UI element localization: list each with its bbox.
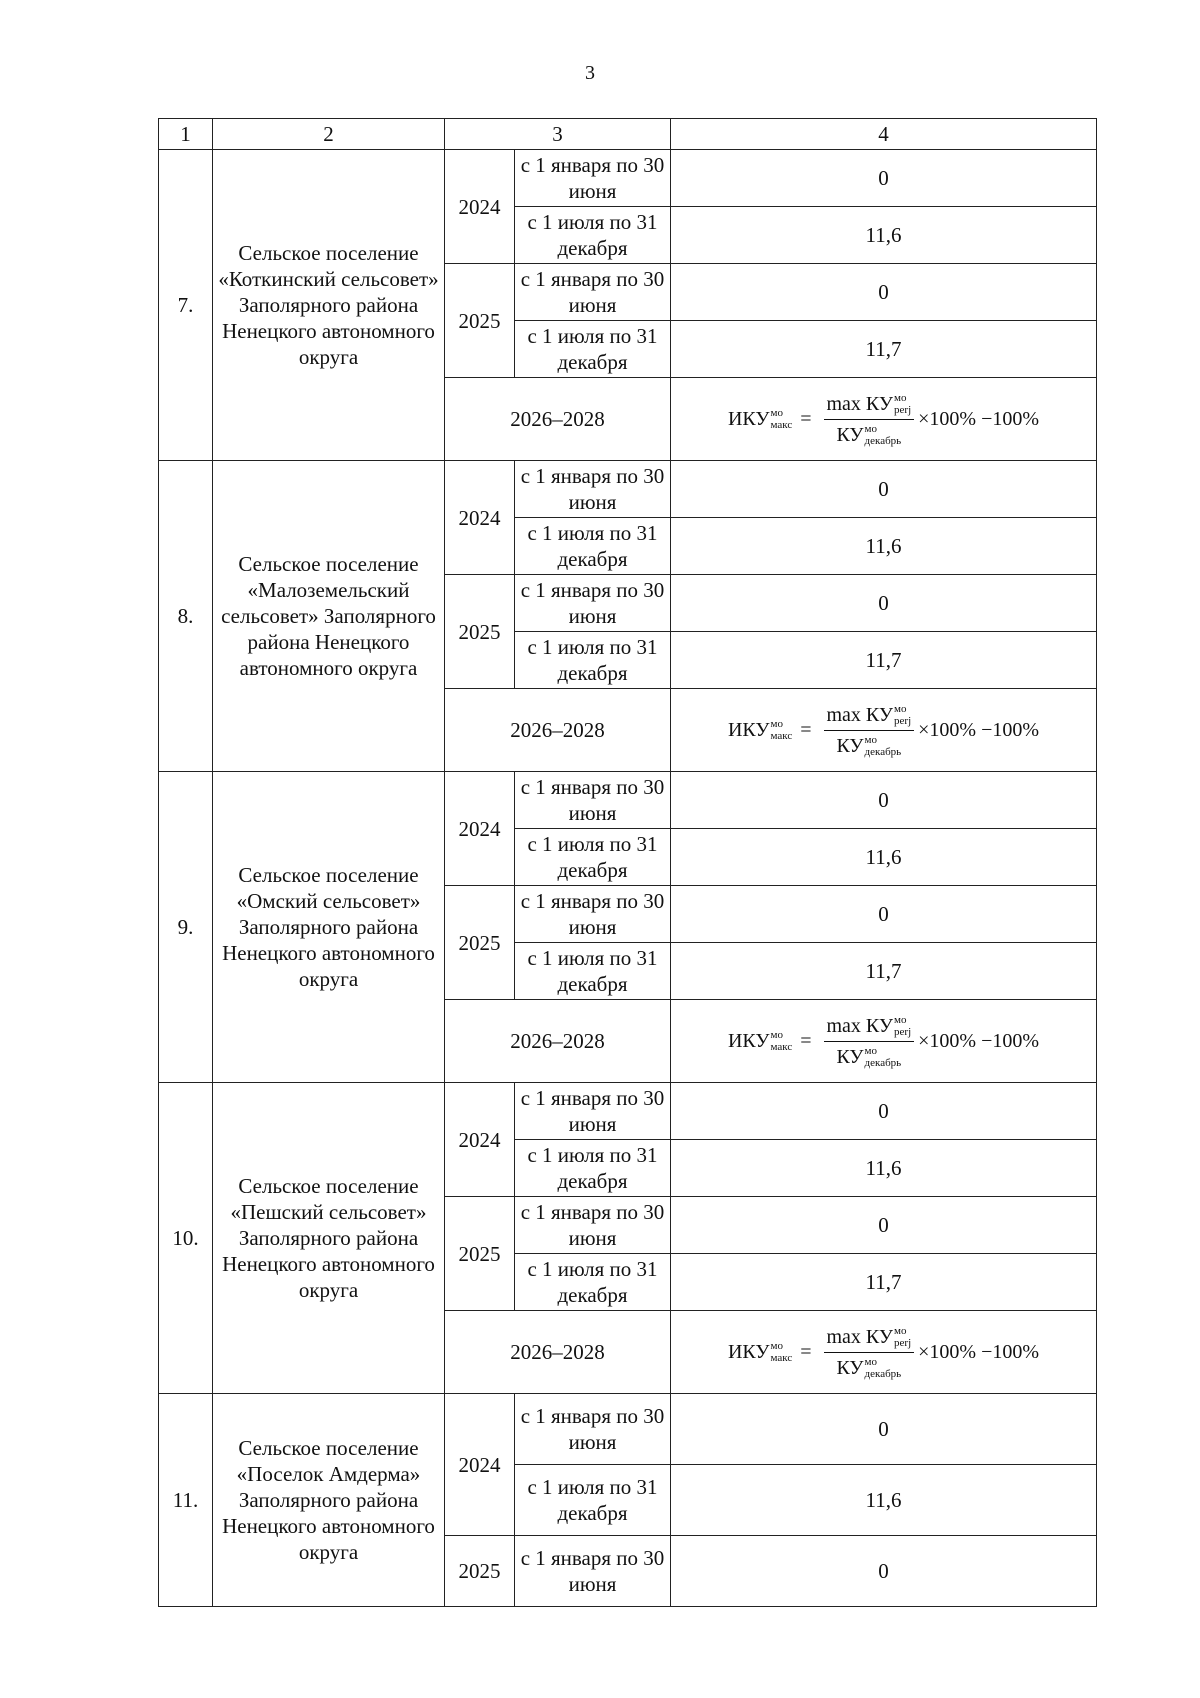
formula-tail: ×100% −100% (918, 719, 1040, 741)
value-cell: 11,7 (671, 632, 1097, 689)
value-cell: 11,6 (671, 1140, 1097, 1197)
formula-cell (671, 378, 1097, 461)
formula-numerator (824, 1013, 915, 1042)
formula (728, 1013, 1039, 1070)
formula-den-sub: декабрь (864, 1056, 902, 1069)
formula-numerator (824, 1324, 915, 1353)
value-cell: 0 (671, 1394, 1097, 1465)
formula-num-text: max КУ (826, 1014, 894, 1037)
formula-denominator (836, 420, 901, 448)
formula-num-text: max КУ (826, 1325, 894, 1348)
period-cell: с 1 января по 30 июня (515, 1197, 671, 1254)
page-number: 3 (585, 62, 595, 84)
formula-den-sub: декабрь (864, 434, 902, 447)
formula-denominator (836, 1042, 901, 1070)
year-cell: 2025 (445, 1536, 515, 1607)
period-cell: с 1 января по 30 июня (515, 1536, 671, 1607)
formula-fraction (824, 391, 915, 448)
formula-den-sup: мо (864, 1355, 878, 1368)
formula-lhs-sub: макс (770, 419, 793, 431)
formula-lhs: ИКУ (727, 408, 770, 430)
period-cell: с 1 июля по 31 декабря (515, 207, 671, 264)
header-cell-1: 1 (159, 119, 213, 150)
formula-lhs-sub: макс (770, 1041, 793, 1053)
formula-num-sub: perj (894, 403, 912, 416)
period-cell: с 1 июля по 31 декабря (515, 829, 671, 886)
formula-num-sub: perj (894, 1025, 912, 1038)
formula-den-text: КУ (836, 1045, 864, 1068)
value-cell: 0 (671, 1197, 1097, 1254)
formula-numerator (824, 702, 915, 731)
formula-lhs-sup: мо (770, 407, 783, 419)
year-cell: 2024 (445, 461, 515, 575)
period-cell: с 1 июля по 31 декабря (515, 1140, 671, 1197)
formula-tail: ×100% −100% (918, 1030, 1040, 1052)
formula-lhs-sup: мо (770, 1340, 783, 1352)
formula-den-sup: мо (864, 422, 878, 435)
formula-num-sup: мо (894, 702, 907, 715)
table-row (159, 150, 1097, 207)
value-cell: 0 (671, 772, 1097, 829)
period-cell: с 1 января по 30 июня (515, 461, 671, 518)
year-cell: 2024 (445, 1083, 515, 1197)
period-cell: с 1 июля по 31 декабря (515, 321, 671, 378)
year-cell: 2024 (445, 1394, 515, 1536)
formula-lhs-sub: макс (770, 1352, 793, 1364)
value-cell: 11,6 (671, 829, 1097, 886)
header-cell-4: 4 (671, 119, 1097, 150)
formula-num-text: max КУ (826, 392, 894, 415)
formula-cell (671, 1000, 1097, 1083)
value-cell: 11,7 (671, 1254, 1097, 1311)
value-cell: 0 (671, 1536, 1097, 1607)
formula-fraction (824, 1013, 915, 1070)
value-cell: 0 (671, 264, 1097, 321)
value-cell: 0 (671, 1083, 1097, 1140)
formula-den-sup: мо (864, 733, 878, 746)
table-row (159, 1394, 1097, 1465)
period-cell: с 1 июля по 31 декабря (515, 632, 671, 689)
value-cell: 11,6 (671, 207, 1097, 264)
tariff-table (158, 118, 1097, 1607)
value-cell: 0 (671, 886, 1097, 943)
year-cell: 2024 (445, 772, 515, 886)
formula-den-sup: мо (864, 1044, 878, 1057)
settlement-name: Сельское поселение «Коткинский сельсовет» Заполярного района Ненецкого автономного округа (213, 150, 445, 461)
settlement-name: Сельское поселение «Малоземельский сельсовет» Заполярного района Ненецкого автономного округа (213, 461, 445, 772)
value-cell: 11,6 (671, 1465, 1097, 1536)
row-number: 10. (159, 1083, 213, 1394)
row-number: 9. (159, 772, 213, 1083)
formula-denominator (836, 731, 901, 759)
settlement-name: Сельское поселение «Пешский сельсовет» Заполярного района Ненецкого автономного округа (213, 1083, 445, 1394)
formula-denominator (836, 1353, 901, 1381)
value-cell: 0 (671, 575, 1097, 632)
formula-tail: ×100% −100% (918, 1341, 1040, 1363)
formula-fraction (824, 702, 915, 759)
formula-lhs: ИКУ (727, 719, 770, 741)
formula-cell (671, 1311, 1097, 1394)
formula-num-sub: perj (894, 1336, 912, 1349)
formula-den-text: КУ (836, 423, 864, 446)
formula-den-sub: декабрь (864, 745, 902, 758)
formula-num-sub: perj (894, 714, 912, 727)
formula-lhs: ИКУ (727, 1030, 770, 1052)
formula-fraction (824, 1324, 915, 1381)
period-cell: с 1 января по 30 июня (515, 886, 671, 943)
value-cell: 11,7 (671, 321, 1097, 378)
period-cell: с 1 января по 30 июня (515, 1083, 671, 1140)
period-cell: с 1 июля по 31 декабря (515, 943, 671, 1000)
formula-numerator (824, 391, 915, 420)
formula-lhs-sup: мо (770, 1029, 783, 1041)
table-row (159, 772, 1097, 829)
period-cell: с 1 июля по 31 декабря (515, 1465, 671, 1536)
year-cell: 2025 (445, 886, 515, 1000)
year-cell: 2025 (445, 1197, 515, 1311)
year-range-cell: 2026–2028 (445, 1000, 671, 1083)
row-number: 8. (159, 461, 213, 772)
value-cell: 11,7 (671, 943, 1097, 1000)
value-cell: 0 (671, 150, 1097, 207)
formula-tail: ×100% −100% (918, 408, 1040, 430)
period-cell: с 1 января по 30 июня (515, 264, 671, 321)
formula-den-text: КУ (836, 734, 864, 757)
formula-den-text: КУ (836, 1356, 864, 1379)
formula-equals: = (800, 719, 812, 741)
settlement-name: Сельское поселение «Поселок Амдерма» Заполярного района Ненецкого автономного округа (213, 1394, 445, 1607)
year-range-cell: 2026–2028 (445, 689, 671, 772)
formula-equals: = (800, 408, 812, 430)
formula-num-sup: мо (894, 1013, 907, 1026)
period-cell: с 1 января по 30 июня (515, 575, 671, 632)
formula-num-sup: мо (894, 1324, 907, 1337)
year-range-cell: 2026–2028 (445, 1311, 671, 1394)
formula-lhs-sup: мо (770, 718, 783, 730)
header-cell-2: 2 (213, 119, 445, 150)
row-number: 11. (159, 1394, 213, 1607)
year-cell: 2025 (445, 575, 515, 689)
formula-num-text: max КУ (826, 703, 894, 726)
formula-equals: = (800, 1341, 812, 1363)
period-cell: с 1 января по 30 июня (515, 1394, 671, 1465)
header-cell-3: 3 (445, 119, 671, 150)
formula-cell (671, 689, 1097, 772)
year-cell: 2025 (445, 264, 515, 378)
formula-den-sub: декабрь (864, 1367, 902, 1380)
row-number: 7. (159, 150, 213, 461)
period-cell: с 1 июля по 31 декабря (515, 1254, 671, 1311)
formula (728, 1324, 1039, 1381)
table-row (159, 461, 1097, 518)
period-cell: с 1 января по 30 июня (515, 772, 671, 829)
value-cell: 0 (671, 461, 1097, 518)
year-cell: 2024 (445, 150, 515, 264)
table-row (159, 1083, 1097, 1140)
formula (728, 391, 1039, 448)
header-row (159, 119, 1097, 150)
value-cell: 11,6 (671, 518, 1097, 575)
formula (728, 702, 1039, 759)
settlement-name: Сельское поселение «Омский сельсовет» Заполярного района Ненецкого автономного округа (213, 772, 445, 1083)
formula-num-sup: мо (894, 391, 907, 404)
formula-lhs: ИКУ (727, 1341, 770, 1363)
period-cell: с 1 января по 30 июня (515, 150, 671, 207)
period-cell: с 1 июля по 31 декабря (515, 518, 671, 575)
formula-equals: = (800, 1030, 812, 1052)
formula-lhs-sub: макс (770, 730, 793, 742)
year-range-cell: 2026–2028 (445, 378, 671, 461)
